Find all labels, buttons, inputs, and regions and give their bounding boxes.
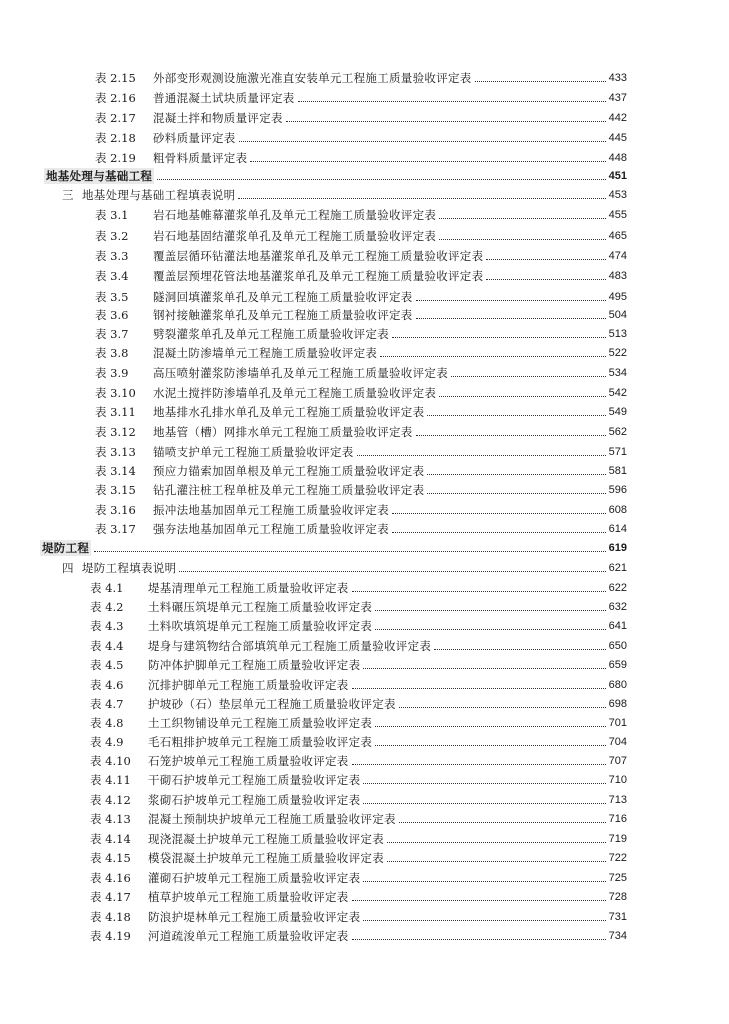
entry-title: 地基排水孔排水单孔及单元工程施工质量验收评定表 — [153, 405, 425, 419]
dot-leader — [427, 415, 605, 416]
toc-entry[interactable] — [95, 482, 627, 498]
dot-leader — [416, 318, 606, 319]
entry-page: 719 — [608, 833, 627, 845]
dot-leader — [352, 764, 606, 765]
entry-title: 石笼护坡单元工程施工质量验收评定表 — [148, 754, 349, 768]
entry-page: 619 — [608, 542, 627, 554]
entry-title: 外部变形观测设施激光准直安装单元工程施工质量验收评定表 — [153, 71, 472, 85]
dot-leader — [238, 198, 605, 199]
entry-title: 防冲体护脚单元工程施工质量验收评定表 — [148, 658, 361, 672]
entry-number: 表 3.4 — [95, 269, 129, 283]
entry-page: 728 — [608, 891, 627, 903]
entry-title: 混凝土拌和物质量评定表 — [153, 111, 283, 125]
dot-leader — [286, 121, 606, 122]
entry-page: 455 — [608, 209, 627, 221]
dot-leader — [392, 532, 606, 533]
entry-number: 表 3.17 — [95, 522, 136, 536]
entry-page: 725 — [608, 872, 627, 884]
entry-title: 劈裂灌浆单孔及单元工程施工质量验收评定表 — [153, 327, 389, 341]
toc-entry[interactable] — [95, 365, 627, 381]
entry-number: 表 4.17 — [90, 890, 131, 904]
entry-number: 表 3.16 — [95, 503, 136, 517]
entry-number: 表 2.16 — [95, 91, 136, 105]
toc-entry[interactable] — [95, 70, 627, 86]
dot-leader — [475, 81, 606, 82]
dot-leader — [387, 842, 606, 843]
entry-number: 表 4.7 — [90, 697, 124, 711]
entry-number: 表 3.6 — [95, 308, 129, 322]
dot-leader — [363, 783, 605, 784]
chapter-heading[interactable] — [44, 168, 627, 184]
entry-title: 普通混凝土试块质量评定表 — [153, 91, 295, 105]
entry-title: 模袋混凝土护坡单元工程施工质量验收评定表 — [148, 851, 384, 865]
toc-entry[interactable] — [95, 404, 627, 420]
entry-page: 632 — [608, 601, 627, 613]
entry-title: 沉排护脚单元工程施工质量验收评定表 — [148, 678, 349, 692]
toc-entry[interactable] — [95, 207, 627, 223]
entry-page: 704 — [608, 736, 627, 748]
entry-page: 495 — [608, 291, 627, 303]
entry-number: 表 2.17 — [95, 111, 136, 125]
entry-number: 表 4.3 — [90, 619, 124, 633]
entry-page: 534 — [608, 367, 627, 379]
entry-number: 表 2.19 — [95, 151, 136, 165]
entry-number: 表 3.15 — [95, 483, 136, 497]
entry-page: 622 — [608, 582, 627, 594]
toc-entry[interactable] — [95, 130, 627, 146]
entry-page: 734 — [608, 930, 627, 942]
entry-title: 土料吹填筑堤单元工程施工质量验收评定表 — [148, 619, 373, 633]
entry-number: 表 4.1 — [90, 581, 124, 595]
dot-leader — [157, 179, 605, 180]
entry-number: 表 4.6 — [90, 678, 124, 692]
toc-entry[interactable] — [90, 928, 627, 944]
entry-page: 433 — [608, 72, 627, 84]
toc-entry[interactable] — [90, 772, 627, 788]
dot-leader — [387, 861, 606, 862]
toc-entry[interactable] — [95, 268, 627, 284]
dot-leader — [363, 803, 605, 804]
dot-leader — [451, 376, 606, 377]
entry-page: 453 — [608, 189, 627, 201]
entry-number: 表 2.18 — [95, 131, 136, 145]
entry-title: 混凝土预制块护坡单元工程施工质量验收评定表 — [148, 812, 396, 826]
entry-page: 483 — [608, 270, 627, 282]
toc-entry[interactable] — [90, 909, 627, 925]
toc-entry[interactable] — [95, 150, 627, 166]
entry-title: 灌砌石护坡单元工程施工质量验收评定表 — [148, 871, 361, 885]
section-heading[interactable] — [62, 560, 627, 576]
entry-number: 表 4.16 — [90, 871, 131, 885]
toc-entry[interactable] — [90, 753, 627, 769]
toc-entry[interactable] — [90, 618, 627, 634]
entry-page: 698 — [608, 698, 627, 710]
entry-page: 513 — [608, 328, 627, 340]
toc-entry[interactable] — [90, 638, 627, 654]
chapter-title: 地基处理与基础工程 — [46, 169, 153, 183]
entry-title: 强夯法地基加固单元工程施工质量验收评定表 — [153, 522, 389, 536]
toc-entry[interactable] — [95, 110, 627, 126]
entry-page: 571 — [608, 446, 627, 458]
entry-title: 堤身与建筑物结合部填筑单元工程施工质量验收评定表 — [148, 639, 432, 653]
dot-leader — [352, 939, 606, 940]
chapter-title: 堤防工程 — [42, 541, 90, 555]
entry-number: 表 4.11 — [90, 773, 131, 787]
entry-title: 毛石粗排护坡单元工程施工质量验收评定表 — [148, 735, 373, 749]
toc-entry[interactable] — [90, 831, 627, 847]
dot-leader — [439, 396, 605, 397]
dot-leader — [375, 629, 605, 630]
entry-title: 堤基清理单元工程施工质量验收评定表 — [148, 581, 349, 595]
entry-number: 表 3.12 — [95, 425, 136, 439]
entry-number: 表 4.13 — [90, 812, 131, 826]
toc-entry[interactable] — [95, 248, 627, 264]
entry-page: 659 — [608, 659, 627, 671]
entry-page: 549 — [608, 406, 627, 418]
entry-page: 542 — [608, 387, 627, 399]
entry-number: 表 3.2 — [95, 229, 129, 243]
entry-number: 表 3.9 — [95, 366, 129, 380]
dot-leader — [375, 745, 605, 746]
entry-title: 地基管（槽）网排水单元工程施工质量验收评定表 — [153, 425, 413, 439]
dot-leader — [416, 300, 606, 301]
entry-number: 表 4.19 — [90, 929, 131, 943]
entry-title: 覆盖层循环钻灌法地基灌浆单孔及单元工程施工质量验收评定表 — [153, 249, 484, 263]
entry-number: 表 4.18 — [90, 910, 131, 924]
toc-entry[interactable] — [90, 792, 627, 808]
toc-entry[interactable] — [90, 811, 627, 827]
entry-page: 701 — [608, 717, 627, 729]
dot-leader — [486, 259, 605, 260]
toc-entry[interactable] — [95, 444, 627, 460]
entry-title: 高压喷射灌浆防渗墙单孔及单元工程施工质量验收评定表 — [153, 366, 448, 380]
toc-entry[interactable] — [90, 657, 627, 673]
entry-title: 砂料质量评定表 — [153, 131, 236, 145]
entry-number: 表 4.12 — [90, 793, 131, 807]
dot-leader — [250, 161, 605, 162]
toc-entry[interactable] — [90, 734, 627, 750]
entry-title: 河道疏浚单元工程施工质量验收评定表 — [148, 929, 349, 943]
toc-entry[interactable] — [95, 228, 627, 244]
toc-entry[interactable] — [95, 463, 627, 479]
entry-title: 护坡砂（石）垫层单元工程施工质量验收评定表 — [148, 697, 396, 711]
entry-number: 表 3.13 — [95, 445, 136, 459]
entry-page: 445 — [608, 132, 627, 144]
entry-title: 防浪护堤林单元工程施工质量验收评定表 — [148, 910, 361, 924]
entry-number: 表 3.7 — [95, 327, 129, 341]
dot-leader — [375, 610, 605, 611]
entry-page: 442 — [608, 112, 627, 124]
dot-leader — [486, 279, 605, 280]
entry-title: 干砌石护坡单元工程施工质量验收评定表 — [148, 773, 361, 787]
entry-number: 表 3.8 — [95, 346, 129, 360]
entry-number: 表 4.15 — [90, 851, 131, 865]
toc-entry[interactable] — [90, 696, 627, 712]
entry-page: 465 — [608, 230, 627, 242]
dot-leader — [439, 218, 605, 219]
entry-number: 表 4.2 — [90, 600, 124, 614]
dot-leader — [399, 707, 606, 708]
entry-page: 621 — [608, 562, 627, 574]
dot-leader — [94, 551, 605, 552]
dot-leader — [357, 455, 606, 456]
chapter-heading[interactable] — [40, 540, 627, 556]
dot-leader — [439, 239, 605, 240]
entry-title: 岩石地基帷幕灌浆单孔及单元工程施工质量验收评定表 — [153, 208, 437, 222]
dot-leader — [392, 337, 606, 338]
section-number: 三 — [62, 188, 74, 202]
dot-leader — [363, 881, 605, 882]
entry-title: 预应力锚索加固单根及单元工程施工质量验收评定表 — [153, 464, 425, 478]
entry-page: 504 — [608, 309, 627, 321]
entry-number: 表 3.10 — [95, 386, 136, 400]
entry-page: 707 — [608, 755, 627, 767]
entry-page: 522 — [608, 347, 627, 359]
entry-number: 表 3.14 — [95, 464, 136, 478]
dot-leader — [179, 571, 605, 572]
entry-page: 680 — [608, 679, 627, 691]
entry-title: 钻孔灌注桩工程单桩及单元工程施工质量验收评定表 — [153, 483, 425, 497]
entry-number: 表 2.15 — [95, 71, 136, 85]
entry-title: 岩石地基固结灌浆单孔及单元工程施工质量验收评定表 — [153, 229, 437, 243]
entry-page: 710 — [608, 774, 627, 786]
dot-leader — [434, 649, 605, 650]
entry-title: 覆盖层预埋花管法地基灌浆单孔及单元工程施工质量验收评定表 — [153, 269, 484, 283]
entry-page: 641 — [608, 620, 627, 632]
entry-page: 614 — [608, 523, 627, 535]
entry-page: 650 — [608, 640, 627, 652]
dot-leader — [298, 101, 606, 102]
entry-number: 表 3.1 — [95, 208, 129, 222]
entry-title: 粗骨料质量评定表 — [153, 151, 248, 165]
toc-entry[interactable] — [95, 90, 627, 106]
dot-leader — [363, 920, 605, 921]
dot-leader — [239, 141, 606, 142]
entry-number: 表 4.4 — [90, 639, 124, 653]
entry-page: 451 — [608, 170, 627, 182]
toc-entry[interactable] — [90, 870, 627, 886]
toc-entry[interactable] — [95, 345, 627, 361]
entry-number: 表 4.10 — [90, 754, 131, 768]
section-title: 堤防工程填表说明 — [82, 561, 177, 575]
toc-entry[interactable] — [95, 326, 627, 342]
toc-entry[interactable] — [95, 521, 627, 537]
section-title: 地基处理与基础工程填表说明 — [82, 188, 236, 202]
dot-leader — [392, 513, 606, 514]
entry-page: 474 — [608, 250, 627, 262]
dot-leader — [375, 726, 605, 727]
entry-page: 437 — [608, 92, 627, 104]
entry-page: 581 — [608, 465, 627, 477]
entry-number: 表 4.8 — [90, 716, 124, 730]
entry-page: 596 — [608, 484, 627, 496]
entry-page: 608 — [608, 504, 627, 516]
dot-leader — [352, 900, 606, 901]
toc-entry[interactable] — [95, 307, 627, 323]
entry-number: 表 4.14 — [90, 832, 131, 846]
toc-entry[interactable] — [90, 889, 627, 905]
dot-leader — [352, 591, 606, 592]
entry-title: 锚喷支护单元工程施工质量验收评定表 — [153, 445, 354, 459]
dot-leader — [352, 688, 606, 689]
entry-page: 448 — [608, 152, 627, 164]
entry-page: 722 — [608, 852, 627, 864]
entry-number: 表 4.9 — [90, 735, 124, 749]
entry-page: 562 — [608, 426, 627, 438]
toc-entry[interactable] — [90, 850, 627, 866]
dot-leader — [427, 474, 605, 475]
entry-number: 表 4.5 — [90, 658, 124, 672]
toc-entry[interactable] — [95, 385, 627, 401]
section-number: 四 — [62, 561, 74, 575]
entry-title: 混凝土防渗墙单元工程施工质量验收评定表 — [153, 346, 378, 360]
dot-leader — [380, 356, 605, 357]
dot-leader — [416, 435, 606, 436]
entry-number: 表 3.3 — [95, 249, 129, 263]
toc-entry[interactable] — [90, 599, 627, 615]
entry-title: 土料碾压筑堤单元工程施工质量验收评定表 — [148, 600, 373, 614]
toc-entry[interactable] — [95, 502, 627, 518]
entry-page: 713 — [608, 794, 627, 806]
toc-entry[interactable] — [90, 580, 627, 596]
entry-title: 植草护坡单元工程施工质量验收评定表 — [148, 890, 349, 904]
entry-page: 731 — [608, 911, 627, 923]
toc-entry[interactable] — [95, 424, 627, 440]
section-heading[interactable] — [62, 187, 627, 203]
entry-number: 表 3.11 — [95, 405, 136, 419]
entry-title: 水泥土搅拌防渗墙单孔及单元工程施工质量验收评定表 — [153, 386, 437, 400]
toc-entry[interactable] — [95, 289, 627, 305]
entry-title: 钢衬接触灌浆单孔及单元工程施工质量验收评定表 — [153, 308, 413, 322]
entry-number: 表 3.5 — [95, 290, 129, 304]
entry-title: 隧洞回填灌浆单孔及单元工程施工质量验收评定表 — [153, 290, 413, 304]
entry-title: 振冲法地基加固单元工程施工质量验收评定表 — [153, 503, 389, 517]
dot-leader — [399, 822, 606, 823]
entry-title: 浆砌石护坡单元工程施工质量验收评定表 — [148, 793, 361, 807]
dot-leader — [363, 668, 605, 669]
entry-title: 现浇混凝土护坡单元工程施工质量验收评定表 — [148, 832, 384, 846]
entry-title: 土工织物铺设单元工程施工质量验收评定表 — [148, 716, 373, 730]
toc-entry[interactable] — [90, 715, 627, 731]
entry-page: 716 — [608, 813, 627, 825]
toc-entry[interactable] — [90, 677, 627, 693]
dot-leader — [427, 493, 605, 494]
